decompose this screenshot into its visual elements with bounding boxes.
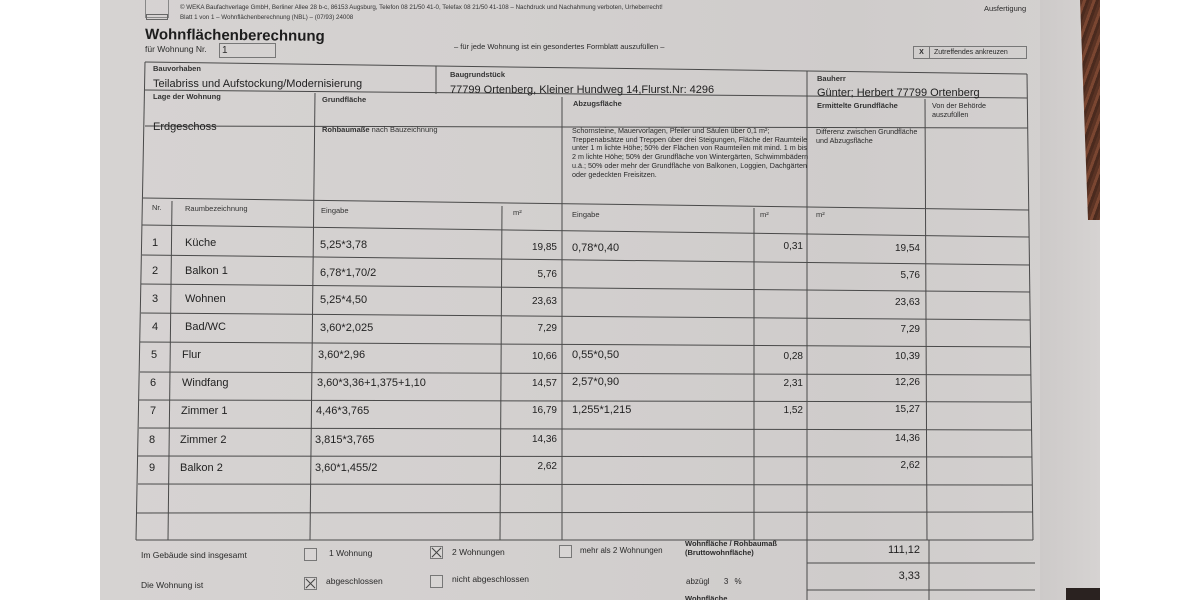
row-area: 14,36 xyxy=(531,434,557,445)
sheet-line: Blatt 1 von 1 – Wohnflächenberechnung (NBL) – (07/93) 24008 xyxy=(180,14,354,21)
checkbox-mehr-als-2[interactable] xyxy=(559,545,572,558)
apartment-number-field[interactable]: 1 xyxy=(219,43,276,58)
row-deduct-area: 2,31 xyxy=(783,378,803,389)
ermittelt-label: Ermittelte Grundfläche xyxy=(817,101,898,110)
bauvorhaben-value: Teilabriss und Aufstockung/Modernisierung xyxy=(153,78,363,90)
col-deduct-input: Eingabe xyxy=(572,210,600,219)
row-deduct-input: 0,55*0,50 xyxy=(572,349,620,361)
row-room: Balkon 1 xyxy=(185,265,228,277)
rohbau-label xyxy=(322,125,437,134)
row-deduct-area: 0,31 xyxy=(783,241,803,252)
row-net: 23,63 xyxy=(894,297,920,308)
bauherr-value: Günter; Herbert 77799 Ortenberg xyxy=(817,87,980,99)
rohbau-bold: Rohbaumaße xyxy=(322,125,370,134)
row-area: 16,79 xyxy=(531,405,557,416)
col-nr: Nr. xyxy=(152,203,162,212)
col-area: m² xyxy=(513,208,522,217)
bauherr-label: Bauherr xyxy=(817,74,846,83)
row-area: 14,57 xyxy=(531,378,557,389)
row-input: 4,46*3,765 xyxy=(316,405,370,417)
opt-1-wohnung-label: 1 Wohnung xyxy=(329,548,373,558)
deduct-value: 3,33 xyxy=(898,570,920,582)
row-room: Zimmer 2 xyxy=(180,434,227,446)
col-net-area: m² xyxy=(816,210,825,219)
row-room: Windfang xyxy=(182,377,229,389)
row-nr: 8 xyxy=(149,434,156,446)
row-net: 2,62 xyxy=(900,460,920,471)
gross-area-label: Wohnfläche / Rohbaumaß xyxy=(685,539,777,548)
row-deduct-input: 0,78*0,40 xyxy=(572,242,620,254)
row-input: 5,25*3,78 xyxy=(320,239,368,251)
background-shadow xyxy=(1066,588,1100,600)
row-area: 10,66 xyxy=(531,351,557,362)
checkbox-1-wohnung[interactable] xyxy=(304,548,317,561)
baugrundstueck-label: Baugrundstück xyxy=(450,70,506,79)
row-area: 5,76 xyxy=(537,269,557,280)
row-deduct-input: 2,57*0,90 xyxy=(572,376,620,388)
col-input: Eingabe xyxy=(321,206,349,215)
gross-area-value: 111,12 xyxy=(887,544,920,556)
page-title: Wohnflächenberechnung xyxy=(144,26,325,45)
row-nr: 1 xyxy=(152,237,159,249)
row-net: 15,27 xyxy=(894,404,920,415)
row-input: 3,60*3,36+1,375+1,10 xyxy=(317,377,426,389)
copy-label: Ausfertigung xyxy=(984,4,1027,13)
row-input: 3,815*3,765 xyxy=(315,434,375,446)
row-area: 2,62 xyxy=(537,461,557,472)
row-input: 6,78*1,70/2 xyxy=(320,267,377,279)
row-input: 3,60*2,96 xyxy=(318,349,366,361)
grundflaeche-label: Grundfläche xyxy=(322,95,367,104)
gross-area-sublabel: (Bruttowohnfläche) xyxy=(685,548,754,557)
row-input: 3,60*1,455/2 xyxy=(315,462,378,474)
baugrundstueck-value: 77799 Ortenberg, Kleiner Hundweg 14,Flurst.Nr: 4296 xyxy=(450,84,715,96)
opt-2-wohnungen-label: 2 Wohnungen xyxy=(452,547,505,557)
deduct-percent-row xyxy=(686,577,742,586)
row-input: 3,60*2,025 xyxy=(320,322,374,334)
opt-mehr-als-2-label: mehr als 2 Wohnungen xyxy=(580,546,663,555)
lage-label: Lage der Wohnung xyxy=(153,92,221,101)
row-input: 5,25*4,50 xyxy=(320,294,368,306)
check-mark-icon: X xyxy=(914,47,930,58)
row-area: 19,85 xyxy=(531,242,557,253)
building-label: Im Gebäude sind insgesamt xyxy=(141,550,247,560)
row-room: Küche xyxy=(185,237,217,249)
check-legend-text: Zutreffendes ankreuzen xyxy=(934,49,1008,56)
row-net: 12,26 xyxy=(894,377,920,388)
row-area: 23,63 xyxy=(531,296,557,307)
row-nr: 6 xyxy=(150,377,157,389)
row-nr: 2 xyxy=(152,265,159,277)
row-nr: 7 xyxy=(150,405,157,417)
row-deduct-area: 1,52 xyxy=(783,405,803,416)
row-deduct-area: 0,28 xyxy=(783,351,803,362)
row-net: 19,54 xyxy=(894,243,920,254)
rohbau-rest: nach Bauzeichnung xyxy=(369,125,438,134)
abzug-label: Abzugsfläche xyxy=(573,99,622,108)
row-nr: 4 xyxy=(152,321,159,333)
row-net: 10,39 xyxy=(894,351,920,362)
ermittelt-description: Differenz zwischen Grundfläche und Abzugsfläche xyxy=(816,127,918,145)
deduct-label: abzügl xyxy=(686,577,710,586)
opt-abgeschlossen-label: abgeschlossen xyxy=(326,576,383,586)
publisher-logo-icon xyxy=(146,14,168,20)
row-room: Wohnen xyxy=(185,293,226,305)
row-nr: 5 xyxy=(151,349,158,361)
row-room: Flur xyxy=(182,349,201,361)
row-room: Bad/WC xyxy=(185,321,226,333)
lage-value: Erdgeschoss xyxy=(153,121,217,133)
row-net: 7,29 xyxy=(900,324,920,335)
opt-nicht-abgeschlossen-label: nicht abgeschlossen xyxy=(452,574,530,584)
form-hint: – für jede Wohnung ist ein gesondertes Formblatt auszufüllen – xyxy=(454,42,665,51)
percent-sign: % xyxy=(734,577,742,586)
row-net: 14,36 xyxy=(894,433,920,444)
col-room: Raumbezeichnung xyxy=(185,204,248,213)
row-deduct-input: 1,255*1,215 xyxy=(572,404,632,416)
row-net: 5,76 xyxy=(900,270,920,281)
checkbox-abgeschlossen[interactable] xyxy=(304,577,317,590)
row-nr: 9 xyxy=(149,462,156,474)
checkbox-2-wohnungen[interactable] xyxy=(430,546,443,559)
col-deduct-area: m² xyxy=(760,210,769,219)
behoerde-label: Von der Behörde auszufüllen xyxy=(932,101,986,119)
abzug-description: Schornsteine, Mauervorlagen, Pfeiler und Säulen über 0,1 m²; Treppenabsätze und Treppen über drei Steigungen, Fläche der Raumteile unter 1 m lichte Höhe; 50% der Flächen von Raumteilen mit mind. 1 m bis 2 m lichte Höhe; 50% der Grundfläche von Wintergärten, Schwimmbädern u.ä.; 50% oder mehr der Grundfläche von Balkonen, Loggien, Dachgärten oder gedeckten Freisitzen. xyxy=(572,126,809,179)
row-room: Zimmer 1 xyxy=(181,405,228,417)
deduct-percent: 3 xyxy=(723,577,729,586)
apartment-is-label: Die Wohnung ist xyxy=(141,580,204,590)
checkbox-nicht-abgeschlossen[interactable] xyxy=(430,575,443,588)
check-legend xyxy=(913,46,1027,59)
bauvorhaben-label: Bauvorhaben xyxy=(153,64,201,73)
publisher-line: © WEKA Baufachverlage GmbH, Berliner Allee 28 b-c, 86153 Augsburg, Telefon 08 21/50 41-0, Telefax 08 21/50 41-108 – Nachdruck und Nachahmung verboten, Urheberrecht! xyxy=(180,4,663,11)
row-nr: 3 xyxy=(152,293,159,305)
row-room: Balkon 2 xyxy=(180,462,223,474)
apartment-label: für Wohnung Nr. xyxy=(145,44,207,54)
row-area: 7,29 xyxy=(537,323,557,334)
net-area-label: Wohnfläche xyxy=(685,594,728,600)
